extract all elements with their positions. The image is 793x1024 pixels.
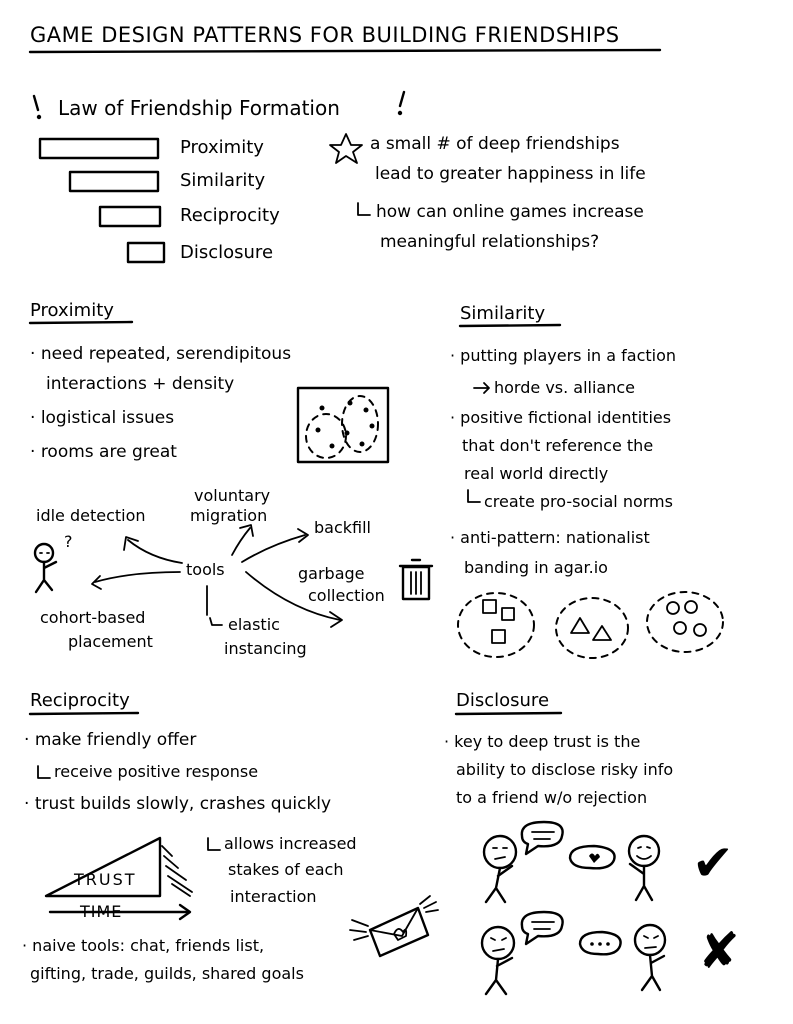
similarity-bullet-2: · positive fictional identities xyxy=(450,408,672,427)
reciprocity-bullet-1-text: make friendly offer xyxy=(34,730,197,750)
law-heading: Law of Friendship Formation xyxy=(58,96,340,120)
tools-label: tools xyxy=(186,560,225,579)
similarity-bullet-2b: that don't reference the xyxy=(462,436,654,455)
disclosure-bullet-1: · key to deep trust is the xyxy=(444,732,641,751)
proximity-bullet-3: · rooms are great xyxy=(30,442,177,462)
law-note-4: meaningful relationships? xyxy=(380,232,600,252)
sub-arrow-icon xyxy=(358,203,370,215)
bar-reciprocity xyxy=(100,207,160,226)
bar-disclosure xyxy=(128,243,164,262)
reciprocity-bullet-3b: gifting, trade, guilds, shared goals xyxy=(30,964,304,983)
similarity-bullet-2-text: positive fictional identities xyxy=(460,408,672,427)
disclosure-underline xyxy=(456,713,561,714)
cohort-label: cohort-based xyxy=(40,608,146,627)
page-title: GAME DESIGN PATTERNS FOR BUILDING FRIENDSHIPS xyxy=(30,23,620,47)
title-underline xyxy=(30,50,660,52)
migration-label: migration xyxy=(190,506,268,525)
garbage-label: garbage xyxy=(298,564,365,583)
exclamation-icon-left xyxy=(34,96,41,119)
reciprocity-heading: Reciprocity xyxy=(30,690,130,711)
trash-can-icon xyxy=(400,560,432,599)
idle-person-icon xyxy=(35,544,56,592)
idle-detection-label: idle detection xyxy=(36,506,146,525)
bar-label-proximity: Proximity xyxy=(180,137,264,158)
similarity-bullet-2c: real world directly xyxy=(464,464,609,483)
faction-group-squares xyxy=(458,593,534,657)
similarity-bullet-1-text: putting players in a faction xyxy=(460,346,677,365)
allows-label-2: stakes of each xyxy=(228,860,344,879)
law-note-1: a small # of deep friendships xyxy=(370,134,620,154)
reciprocity-bullet-1-sub: receive positive response xyxy=(54,762,259,781)
similarity-bullet-3b: banding in agar.io xyxy=(464,558,608,577)
star-icon xyxy=(330,134,362,163)
bar-label-disclosure: Disclosure xyxy=(180,242,274,263)
disclosure-heading: Disclosure xyxy=(456,690,550,711)
disclosure-bullet-1c: to a friend w/o rejection xyxy=(456,788,648,807)
reciprocity-underline xyxy=(30,713,138,714)
backfill-label: backfill xyxy=(314,518,371,537)
proximity-bullet-1-text: need repeated, serendipitous xyxy=(40,344,292,364)
similarity-bullet-1-sub: horde vs. alliance xyxy=(494,378,636,397)
faction-group-triangles xyxy=(556,598,628,658)
reciprocity-bullet-2: · trust builds slowly, crashes quickly xyxy=(24,794,332,814)
similarity-underline xyxy=(460,325,560,326)
time-label: TIME xyxy=(80,902,123,921)
sub-arrow-icon-3 xyxy=(38,766,50,778)
instancing-label: instancing xyxy=(224,639,307,658)
placement-label: placement xyxy=(68,632,153,651)
allows-label-1: allows increased xyxy=(224,834,357,853)
proximity-bullet-2: · logistical issues xyxy=(30,408,175,428)
disclosure-bullet-1b: ability to disclose risky info xyxy=(456,760,674,779)
disclosure-accepted-scene xyxy=(484,822,659,902)
proximity-heading: Proximity xyxy=(30,300,114,321)
reciprocity-bullet-1: · make friendly offer xyxy=(24,730,197,750)
x-mark-icon: ✘ xyxy=(698,922,740,980)
voluntary-label: voluntary xyxy=(194,486,271,505)
reciprocity-bullet-2-text: trust builds slowly, crashes quickly xyxy=(34,794,332,814)
faction-group-circles xyxy=(647,592,723,652)
bar-proximity xyxy=(40,139,158,158)
elastic-label: elastic xyxy=(228,615,280,634)
law-note-2: lead to greater happiness in life xyxy=(375,164,646,184)
similarity-bullet-2-sub: create pro-social norms xyxy=(484,492,673,511)
similarity-bullet-3-text: anti-pattern: nationalist xyxy=(460,528,650,547)
checkmark-icon: ✔ xyxy=(692,834,734,892)
bar-similarity xyxy=(70,172,158,191)
reciprocity-bullet-3: · naive tools: chat, friends list, xyxy=(22,936,265,955)
similarity-bullet-3: · anti-pattern: nationalist xyxy=(450,528,650,547)
reciprocity-bullet-3-text: naive tools: chat, friends list, xyxy=(32,936,265,955)
trust-label: TRUST xyxy=(74,870,137,889)
exclamation-icon-right xyxy=(398,92,404,115)
proximity-bullet-3-text: rooms are great xyxy=(40,442,177,462)
collection-label: collection xyxy=(308,586,385,605)
allows-label-3: interaction xyxy=(230,887,317,906)
proximity-bullet-1b: interactions + density xyxy=(46,374,235,394)
question-mark: ? xyxy=(64,532,73,551)
bar-label-reciprocity: Reciprocity xyxy=(180,205,280,226)
proximity-bullet-1: · need repeated, serendipitous xyxy=(30,344,292,364)
law-note-3: how can online games increase xyxy=(376,202,644,222)
bar-label-similarity: Similarity xyxy=(180,170,266,191)
similarity-bullet-1: · putting players in a faction xyxy=(450,346,677,365)
disclosure-bullet-1-text: key to deep trust is the xyxy=(454,732,641,751)
right-arrow-icon xyxy=(474,383,489,393)
similarity-heading: Similarity xyxy=(460,303,546,324)
sub-arrow-icon-2 xyxy=(468,490,480,502)
envelope-gift-icon xyxy=(350,896,438,956)
proximity-underline xyxy=(30,322,132,323)
room-density-icon xyxy=(298,388,388,462)
proximity-bullet-2-text: logistical issues xyxy=(40,408,175,428)
disclosure-rejected-scene xyxy=(482,912,665,994)
sub-arrow-icon-4 xyxy=(208,838,220,850)
